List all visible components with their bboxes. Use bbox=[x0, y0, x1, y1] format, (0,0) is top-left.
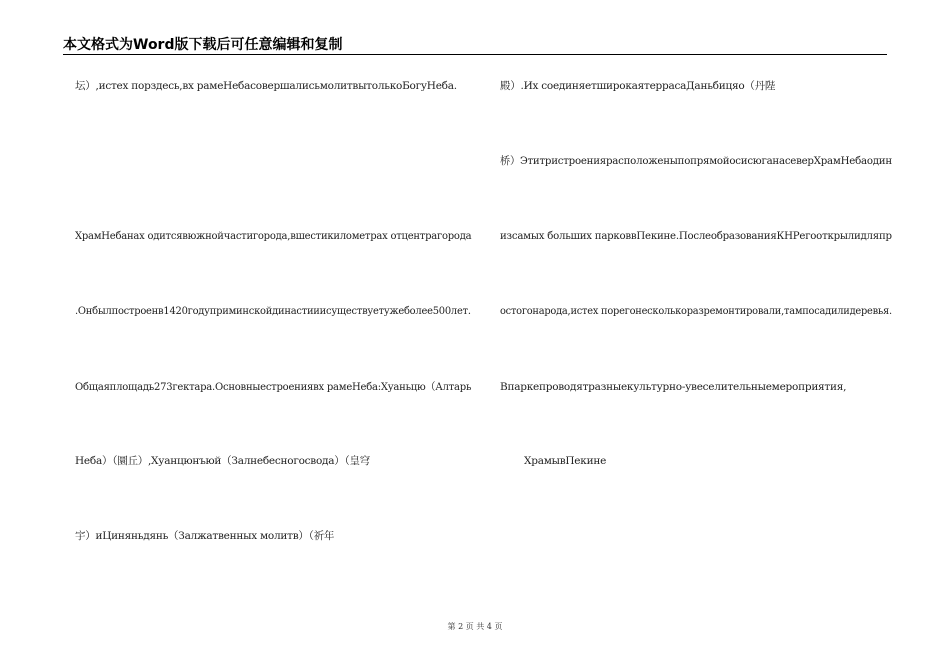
left-line-2: ХрамНебанах одитсявюжнойчастигорода,вшестикилометрах отцентрагорода bbox=[75, 230, 472, 242]
left-line-1: 坛）,истех порздесь,вх рамеНебасовершалисьмолитвытолькоБогуНеба. bbox=[75, 80, 457, 92]
right-text-column bbox=[500, 0, 892, 672]
right-line-6: ХрамывПекине bbox=[524, 455, 607, 467]
right-line-3: изсамых больших парковвПекине.ПослеобразованияКНРегооткрылидляпр bbox=[500, 230, 892, 242]
right-line-2: 桥）ЭтитристроениярасположеныпопрямойосисюганасеверХрамНебаодин bbox=[500, 155, 892, 167]
right-line-5: Впаркепроводятразныекультурно-увеселительныемероприятия, bbox=[500, 381, 847, 393]
right-line-1: 殿）.Их соединяетширокаятеррасаДаньбицяо（丹陛 bbox=[500, 80, 776, 92]
left-line-5: Неба）（圜丘）,Хуанцюнъюй（Залнебесногосвода）（皇穹 bbox=[75, 455, 370, 467]
left-line-3: .Онбылпостроенв1420годуприминскойдинастииисуществуетужеболее500лет. bbox=[75, 305, 471, 317]
right-line-4: остогонарода,истех порегонесколькоразремонтировали,тампосадилидеревья. bbox=[500, 305, 892, 317]
page-number-footer: 第 2 页 共 4 页 bbox=[447, 622, 503, 631]
left-text-column bbox=[75, 0, 471, 672]
left-line-4: Общаяплощадь273гектара.Основныестроениявх рамеНеба:Хуаньцю（Алтарь bbox=[75, 381, 472, 393]
document-header: 本文格式为Word版下载后可任意编辑和复制 bbox=[63, 37, 343, 53]
left-line-6: 宇）иЦиняньдянь（Залжатвенных молитв）（祈年 bbox=[75, 530, 335, 542]
